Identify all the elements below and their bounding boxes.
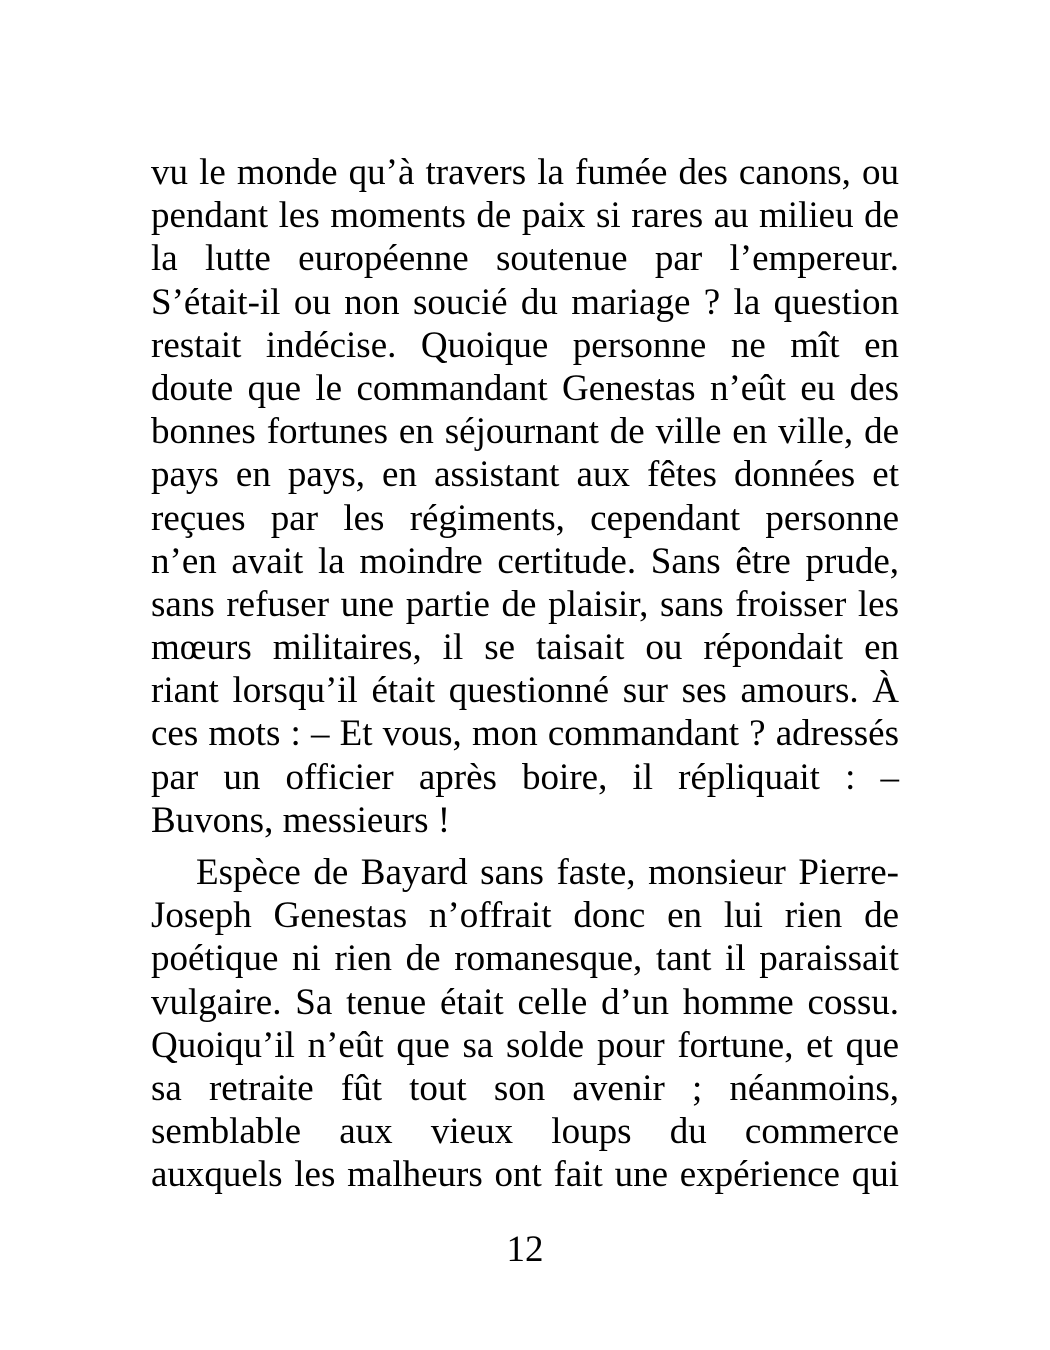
text-line: sans refuser une partie de plaisir, sans froisser les	[151, 583, 899, 625]
text-line: Quoiqu’il n’eût que sa solde pour fortune, et que	[151, 1024, 899, 1066]
text-line: n’en avait la moindre certitude. Sans être prude,	[151, 540, 899, 582]
text-line: pendant les moments de paix si rares au milieu de	[151, 195, 899, 237]
text-line: vulgaire. Sa tenue était celle d’un homme cossu.	[151, 981, 899, 1023]
text-line: vu le monde qu’à travers la fumée des canons, ou	[151, 152, 899, 193]
text-line: mœurs militaires, il se taisait ou répondait en	[151, 627, 899, 669]
text-line: reçues par les régiments, cependant personne	[151, 497, 899, 539]
text-line: pays en pays, en assistant aux fêtes données et	[151, 454, 899, 496]
text-line: semblable aux vieux loups du commerce	[151, 1111, 899, 1153]
text-line: la lutte européenne soutenue par l’empereur.	[151, 238, 899, 280]
text-line: S’était-il ou non soucié du mariage ? la question	[151, 281, 899, 323]
text-line: riant lorsqu’il était questionné sur ses amours. À	[151, 670, 899, 712]
text-line: Espèce de Bayard sans faste, monsieur Pierre-	[196, 852, 899, 893]
text-line: Buvons, messieurs !	[151, 799, 451, 841]
text-line: poétique ni rien de romanesque, tant il paraissait	[151, 938, 899, 980]
text-line: doute que le commandant Genestas n’eût eu des	[151, 367, 899, 409]
text-line: par un officier après boire, il répliquait : –	[151, 756, 899, 798]
text-line: ces mots : – Et vous, mon commandant ? adressés	[151, 713, 899, 755]
paragraph-1	[151, 151, 899, 842]
text-line: Joseph Genestas n’offrait donc en lui rien de	[151, 895, 899, 937]
body-text	[151, 151, 899, 1197]
page-number: 12	[506, 1229, 544, 1270]
text-line: auxquels les malheurs ont fait une expérience qui	[151, 1154, 899, 1196]
paragraph-2	[151, 851, 899, 1197]
paragraph-spacer	[151, 842, 899, 851]
text-line: bonnes fortunes en séjournant de ville en ville, de	[151, 411, 899, 453]
text-line: restait indécise. Quoique personne ne mît en	[151, 324, 899, 366]
text-line: sa retraite fût tout son avenir ; néanmoins,	[151, 1067, 899, 1109]
